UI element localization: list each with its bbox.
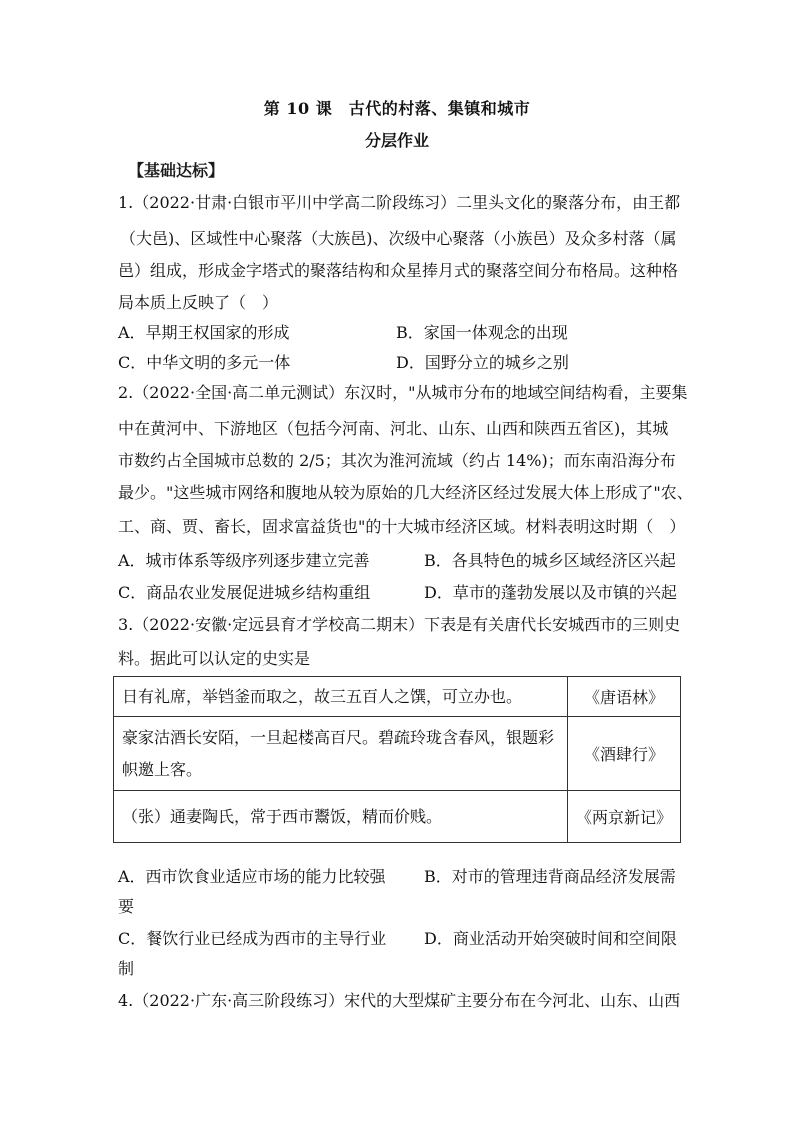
table-cell-source: 《两京新记》	[567, 791, 680, 843]
source-table	[113, 676, 681, 843]
option-a[interactable]: A．早期王权国家的形成	[118, 323, 290, 342]
table-cell-source: 《酒肆行》	[567, 717, 680, 791]
option-c[interactable]: C．餐饮行业已经成为西市的主导行业	[118, 929, 387, 948]
option-c[interactable]: C．中华文明的多元一体	[118, 353, 291, 372]
table-cell-text: 日有礼席，举铛釜而取之，故三五百人之馔，可立办也。	[114, 677, 568, 717]
option-d[interactable]: D．国野分立的城乡之别	[396, 353, 569, 372]
option-d-wrap: 制	[118, 959, 135, 978]
question-text-line: 4.（2022·广东·高三阶段练习）宋代的大型煤矿主要分布在今河北、山东、山西	[118, 991, 681, 1010]
question-text-line: 2.（2022·全国·高二单元测试）东汉时，"从城市分布的地域空间结构看，主要集	[118, 383, 688, 402]
question-text-line: 邑）组成，形成金字塔式的聚落结构和众星捧月式的聚落空间分布格局。这种格	[118, 261, 679, 280]
question-text-line: 中在黄河中、下游地区（包括今河南、河北、山东、山西和陕西五省区)，其城	[118, 419, 669, 438]
option-a[interactable]: A．西市饮食业适应市场的能力比较强	[118, 867, 386, 886]
table-row	[114, 677, 681, 717]
lesson-title: 第 10 课 古代的村落、集镇和城市	[263, 99, 531, 118]
question-text-line: 市数约占全国城市总数的 2/5；其次为淮河流域（约占 14%)；而东南沿海分布	[118, 451, 676, 470]
table-cell-text: 豪家沽酒长安陌，一旦起楼高百尺。碧疏玲珑含春风，银题彩帜邀上客。	[114, 717, 568, 791]
lesson-subtitle: 分层作业	[364, 131, 429, 150]
question-text-line: 1.（2022·甘肃·白银市平川中学高二阶段练习）二里头文化的聚落分布，由王都	[118, 193, 681, 212]
question-text-line: 3.（2022·安徽·定远县育才学校高二期末）下表是有关唐代长安城西市的三则史	[118, 615, 681, 634]
table-cell-text: （张）通妻陶氏，常于西市鬻饭，精而价贱。	[114, 791, 568, 843]
question-text-line: 最少。"这些城市网络和腹地从较为原始的几大经济区经过发展大体上形成了"农、	[118, 483, 693, 502]
question-text-line: 料。据此可以认定的史实是	[118, 649, 311, 668]
table-cell-source: 《唐语林》	[567, 677, 680, 717]
option-b[interactable]: B．各具特色的城乡区域经济区兴起	[424, 551, 676, 570]
option-b[interactable]: B．对市的管理违背商品经济发展需	[424, 867, 676, 886]
option-d[interactable]: D．草市的蓬勃发展以及市镇的兴起	[424, 583, 677, 602]
question-text-line: 局本质上反映了（ ）	[118, 293, 279, 312]
question-text-line: （大邑)、区域性中心聚落（大族邑)、次级中心聚落（小族邑）及众多村落（属	[120, 229, 677, 248]
option-b[interactable]: B．家国一体观念的出现	[396, 323, 568, 342]
option-a[interactable]: A．城市体系等级序列逐步建立完善	[118, 551, 370, 570]
question-text-line: 工、商、贾、畜长，固求富益货也"的十大城市经济区域。材料表明这时期（ ）	[118, 517, 686, 536]
option-d[interactable]: D．商业活动开始突破时间和空间限	[424, 929, 677, 948]
section-heading: 【基础达标】	[128, 161, 225, 180]
option-b-wrap: 要	[118, 897, 135, 916]
option-c[interactable]: C．商品农业发展促进城乡结构重组	[118, 583, 371, 602]
table-row	[114, 717, 681, 791]
table-row	[114, 791, 681, 843]
